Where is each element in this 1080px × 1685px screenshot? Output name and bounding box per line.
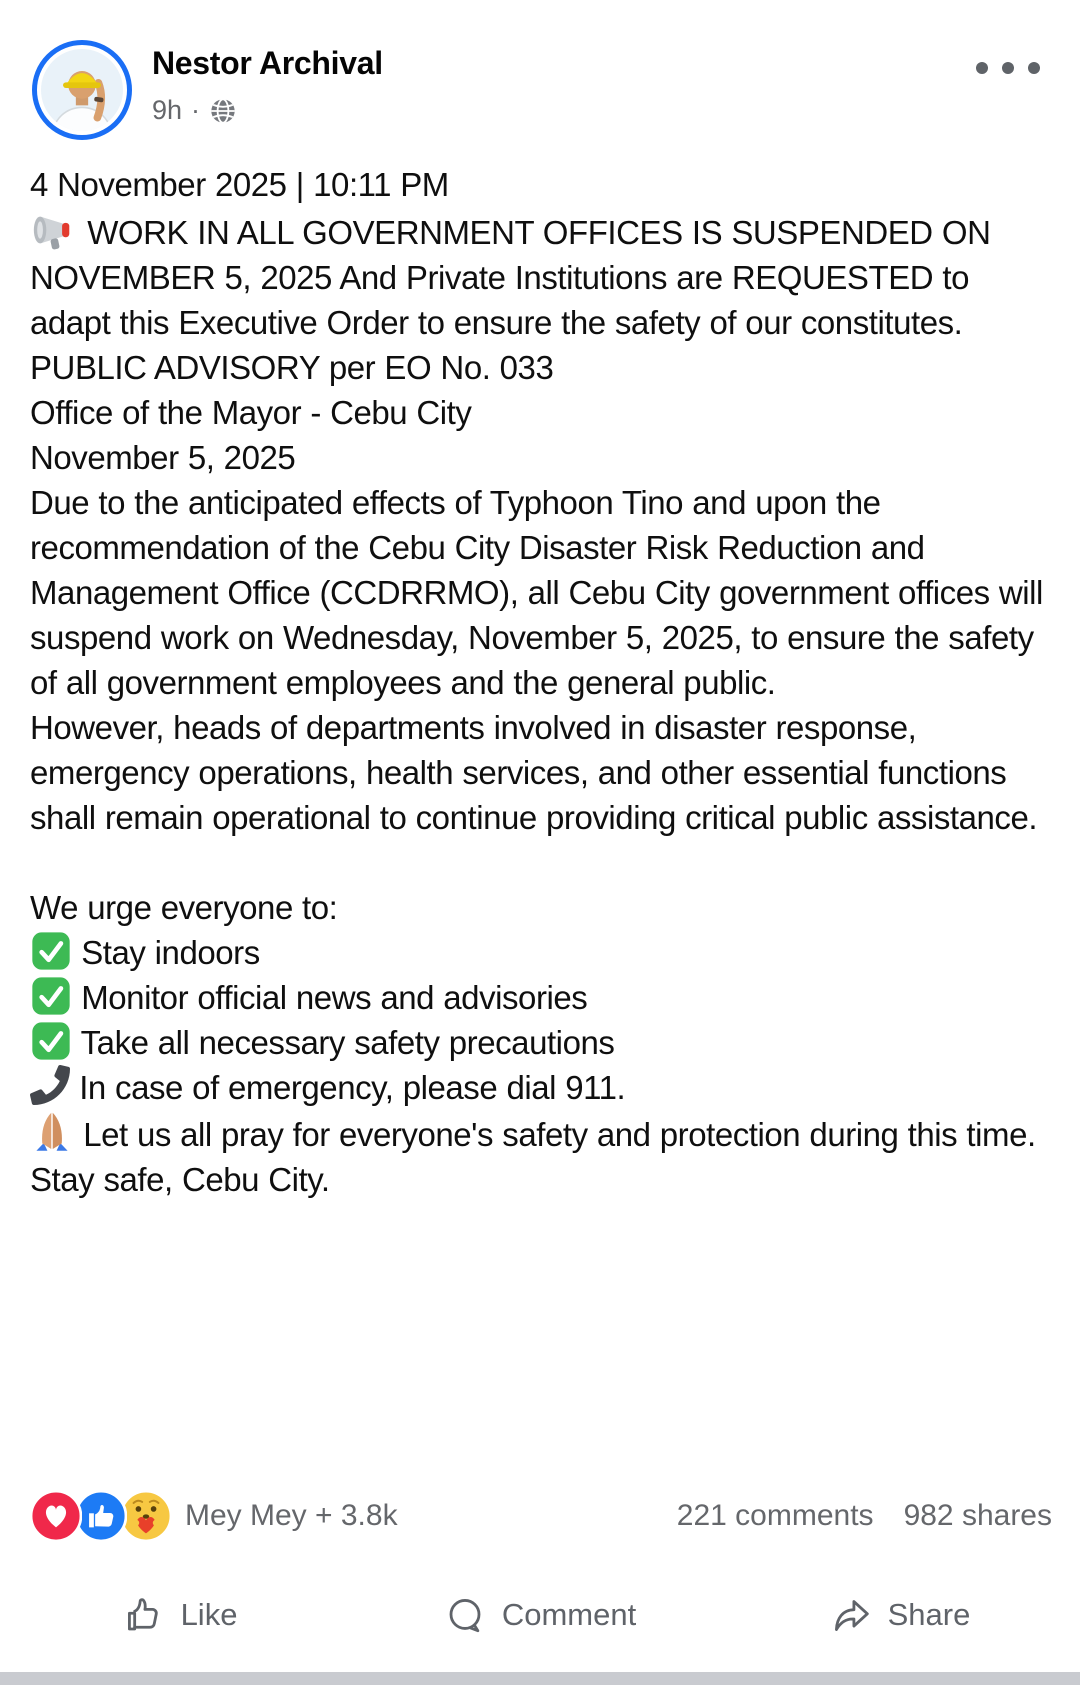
post-line: WORK IN ALL GOVERNMENT OFFICES IS SUSPENDED ON NOVEMBER 5, 2025 And Private Institutions are REQUESTED to adapt this Executive Order to ensure the safety of our constitutes.: [30, 207, 1052, 345]
post-time[interactable]: 9h: [152, 95, 183, 126]
like-icon: [123, 1594, 165, 1636]
post-header: [32, 40, 1050, 144]
comments-count[interactable]: 221 comments: [676, 1499, 874, 1532]
ellipsis-dot: [976, 62, 988, 74]
phone-icon: [30, 1065, 70, 1105]
post-line: In case of emergency, please dial 911.: [30, 1065, 1052, 1110]
post-line: Office of the Mayor - Cebu City: [30, 394, 472, 431]
post-line: PUBLIC ADVISORY per EO No. 033: [30, 349, 554, 386]
post-meta: [152, 95, 383, 126]
engagement-row: [30, 1488, 1052, 1544]
counts: [677, 1499, 1052, 1533]
author-name[interactable]: Nestor Archival: [152, 45, 383, 81]
like-button[interactable]: [0, 1594, 360, 1636]
meta-separator: ·: [191, 95, 201, 126]
like-reaction-icon: [75, 1490, 127, 1542]
post-body: [30, 162, 1052, 1472]
praying-hands-icon: [30, 1110, 74, 1154]
post-line: Monitor official news and advisories: [30, 975, 1052, 1020]
share-button[interactable]: [720, 1594, 1080, 1636]
comment-button[interactable]: [360, 1594, 720, 1636]
share-label: Share: [887, 1597, 971, 1632]
post-line: Due to the anticipated effects of Typhoon Tino and upon the recommendation of the Cebu City Disaster Risk Reduction and Management Office (CCDRRMO), all Cebu City government offices will suspend work on Wednesday, November 5, 2025, to ensure the safety of all government employees and the general public.: [30, 484, 1043, 701]
header-text: [152, 40, 383, 126]
megaphone-icon: [30, 207, 76, 253]
care-reaction-icon: [120, 1490, 172, 1542]
post-line: Stay indoors: [30, 930, 1052, 975]
reactions-label[interactable]: Mey Mey + 3.8k: [185, 1499, 398, 1532]
check-icon: [30, 1020, 72, 1062]
shares-count[interactable]: 982 shares: [903, 1499, 1052, 1532]
ellipsis-dot: [1002, 62, 1014, 74]
bottom-home-bar: [0, 1672, 1080, 1685]
post-menu-button[interactable]: [968, 54, 1048, 82]
post-line: [30, 840, 1052, 885]
post-line: Take all necessary safety precautions: [30, 1020, 1052, 1065]
ellipsis-dot: [1028, 62, 1040, 74]
globe-icon: [209, 97, 237, 125]
check-icon: [30, 930, 72, 972]
check-icon: [30, 975, 72, 1017]
post-line: 4 November 2025 | 10:11 PM: [30, 166, 449, 203]
avatar-photo: [41, 49, 123, 131]
avatar[interactable]: [32, 40, 132, 140]
comment-icon: [444, 1594, 486, 1636]
action-bar: [0, 1572, 1080, 1658]
post-line: We urge everyone to:: [30, 889, 338, 926]
post-line: However, heads of departments involved in disaster response, emergency operations, health services, and other essential functions shall remain operational to continue providing critical public assistance.: [30, 709, 1038, 836]
post-line: November 5, 2025: [30, 439, 296, 476]
reaction-summary[interactable]: [30, 1490, 398, 1542]
like-label: Like: [180, 1597, 238, 1632]
share-icon: [830, 1594, 872, 1636]
comment-label: Comment: [501, 1597, 637, 1632]
post-line: Stay safe, Cebu City.: [30, 1161, 330, 1198]
love-reaction-icon: [30, 1490, 82, 1542]
post-line: Let us all pray for everyone's safety and protection during this time.: [30, 1110, 1052, 1157]
